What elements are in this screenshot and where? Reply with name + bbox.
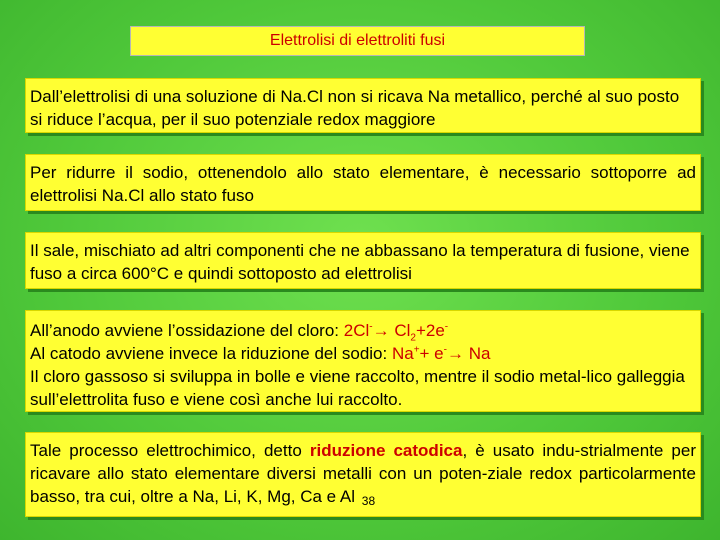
paragraph-2: Per ridurre il sodio, ottenendolo allo stato elementare, è necessario sottoporre ad elettrolisi Na.Cl allo stato fuso xyxy=(30,163,696,205)
paragraph-1: Dall’elettrolisi di una soluzione di Na.Cl non si ricava Na metallico, perché al suo posto si riduce l’acqua, per il suo potenziale redox maggiore xyxy=(30,87,680,129)
anode-text: All’anodo avviene l’ossidazione del cloro: xyxy=(30,321,344,340)
text-box-1 xyxy=(25,78,701,133)
text-box-2 xyxy=(25,154,701,211)
highlight-term: riduzione catodica xyxy=(309,441,463,460)
collection-text: Il cloro gassoso si sviluppa in bolle e viene raccolto, mentre il sodio metal-lico galleggia sull’elettrolita fuso e viene così anche lui raccolto. xyxy=(30,367,685,409)
paragraph-3: Il sale, mischiato ad altri componenti che ne abbassano la temperatura di fusione, viene fuso a circa 600°C e quindi sottoposto ad elettrolisi xyxy=(30,241,690,283)
cathode-equation: Na++ e-→ Na xyxy=(391,344,491,363)
page-number: 38 xyxy=(361,494,376,508)
slide-title: Elettrolisi di elettroliti fusi xyxy=(130,26,585,56)
anode-equation: $2Cl^-\to Cl_2+2e^-$ xyxy=(343,321,449,344)
anode-line xyxy=(30,319,696,342)
paragraph-5-after: , è usato indu-strialmente per ricavare allo stato elementare diversi metalli con un poten-ziale redox particolarmente basso, tra cui, oltre a Na, Li, K, Mg, Ca e Al xyxy=(30,441,697,506)
cathode-line xyxy=(30,342,696,365)
text-box-3 xyxy=(25,232,701,289)
text-box-5 xyxy=(25,432,701,517)
text-box-4 xyxy=(25,310,701,412)
paragraph-5-before: Tale processo elettrochimico, detto xyxy=(30,441,310,460)
cathode-text: Al catodo avviene invece la riduzione del sodio: xyxy=(30,344,392,363)
